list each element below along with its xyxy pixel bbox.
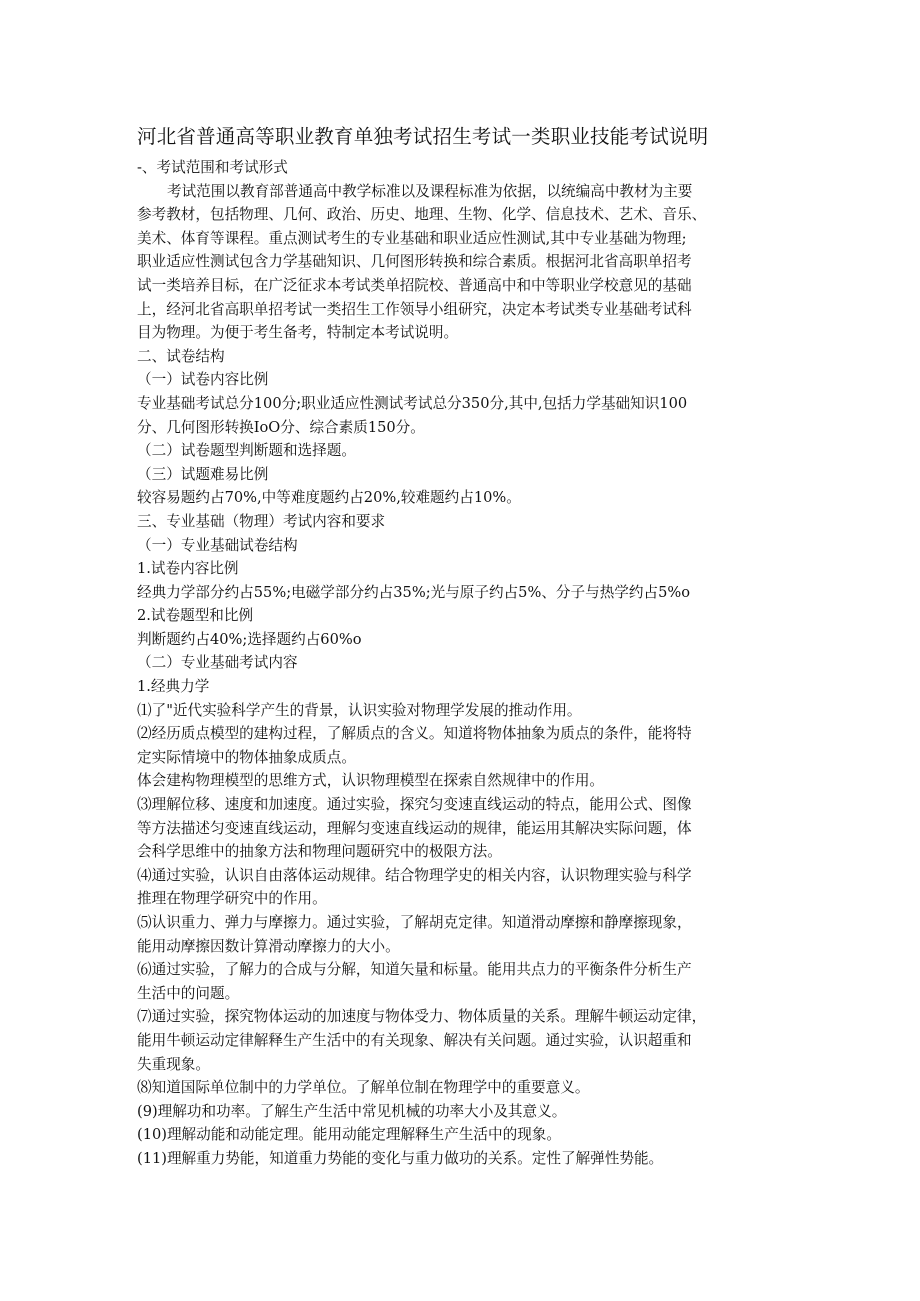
document-title: 河北省普通高等职业教育单独考试招生考试一类职业技能考试说明 (137, 125, 709, 148)
text-line: （一）专业基础试卷结构 (137, 536, 298, 554)
text-line: 目为物理。为便于考生备考，特制定本考试说明。 (137, 324, 459, 342)
text-line: ⑴了"近代实验科学产生的背景，认识实验对物理学发展的推动作用。 (137, 701, 582, 719)
text-line: 美术、体育等课程。重点测试考生的专业基础和职业适应性测试,其中专业基础为物理; (137, 229, 687, 247)
text-line: 职业适应性测试包含力学基础知识、几何图形转换和综合素质。根据河北省高职单招考 (137, 253, 692, 271)
text-line: ⑸认识重力、弹力与摩擦力。通过实验，了解胡克定律。知道滑动摩擦和静摩擦现象， (137, 914, 692, 931)
text-line: 1.经典力学 (137, 678, 210, 696)
text-line: 三、专业基础（物理）考试内容和要求 (137, 512, 386, 530)
text-line: -、考试范围和考试形式 (137, 159, 288, 176)
text-line: 1.试卷内容比例 (137, 560, 239, 578)
text-line: （二）试卷题型判断题和选择题。 (137, 442, 356, 460)
text-line: 分、几何图形转换IoO分、综合素质150分。 (137, 418, 425, 436)
text-line: 上，经河北省高职单招考试一类招生工作领导小组研究，决定本考试类专业基础考试科 (137, 300, 692, 318)
text-line: 参考教材，包括物理、几何、政治、历史、地理、生物、化学、信息技术、艺术、音乐、 (137, 206, 707, 224)
text-line: 考试范围以教育部普通高中教学标准以及课程标准为依据，以统编高中教材为主要 (167, 182, 693, 200)
text-line: 能用牛顿运动定律解释生产生活中的有关现象、解决有关问题。通过实验，认识超重和 (137, 1031, 692, 1049)
text-line: ⑺通过实验，探究物体运动的加速度与物体受力、物体质量的关系。理解牛顿运动定律， (137, 1008, 707, 1026)
text-line: ⑷通过实验，认识自由落体运动规律。结合物理学史的相关内容，认识物理实验与科学 (137, 866, 692, 884)
text-line: （二）专业基础考试内容 (137, 654, 298, 672)
document-body (137, 156, 790, 1171)
text-line: 失重现象。 (137, 1055, 210, 1073)
text-line: (9)理解功和功率。了解生产生活中常见机械的功率大小及其意义。 (137, 1102, 567, 1120)
text-line: ⑹通过实验，了解力的合成与分解，知道矢量和标量。能用共点力的平衡条件分析生产 (137, 961, 692, 979)
text-line: 能用动摩擦因数计算滑动摩擦力的大小。 (137, 937, 400, 955)
text-line: ⑶理解位移、速度和加速度。通过实验，探究匀变速直线运动的特点，能用公式、图像 (137, 796, 692, 814)
text-line: 较容易题约占70%,中等难度题约占20%,较难题约占10%。 (137, 489, 521, 507)
text-line: (11)理解重力势能，知道重力势能的变化与重力做功的关系。定性了解弹性势能。 (137, 1149, 664, 1167)
text-line: ⑻知道国际单位制中的力学单位。了解单位制在物理学中的重要意义。 (137, 1079, 590, 1097)
text-line: 定实际情境中的物体抽象成质点。 (137, 748, 356, 766)
text-line: （一）试卷内容比例 (137, 371, 269, 389)
text-line: (10)理解动能和动能定理。能用动能定理解释生产生活中的现象。 (137, 1126, 561, 1144)
text-line: 经典力学部分约占55%;电磁学部分约占35%;光与原子约占5%、分子与热学约占5%o (137, 583, 691, 601)
text-line: （三）试题难易比例 (137, 465, 269, 483)
text-line: 会科学思维中的抽象方法和物理问题研究中的极限方法。 (137, 843, 502, 861)
text-line: 2.试卷题型和比例 (137, 607, 254, 625)
text-line: ⑵经历质点模型的建构过程，了解质点的含义。知道将物体抽象为质点的条件，能将特 (137, 725, 692, 743)
text-line: 生活中的问题。 (137, 984, 240, 1002)
text-line: 推理在物理学研究中的作用。 (137, 890, 327, 908)
text-line: 专业基础考试总分100分;职业适应性测试考试总分350分,其中,包括力学基础知识100 (137, 394, 688, 412)
text-line: 判断题约占40%;选择题约占60%o (137, 630, 362, 648)
text-line: 体会建构物理模型的思维方式，认识物理模型在探索自然规律中的作用。 (137, 772, 605, 790)
text-line: 等方法描述匀变速直线运动，理解匀变速直线运动的规律，能运用其解决实际问题，体 (137, 819, 692, 837)
text-line: 试一类培养目标，在广泛征求本考试类单招院校、普通高中和中等职业学校意见的基础 (137, 276, 692, 294)
text-line: 二、试卷结构 (137, 347, 225, 365)
